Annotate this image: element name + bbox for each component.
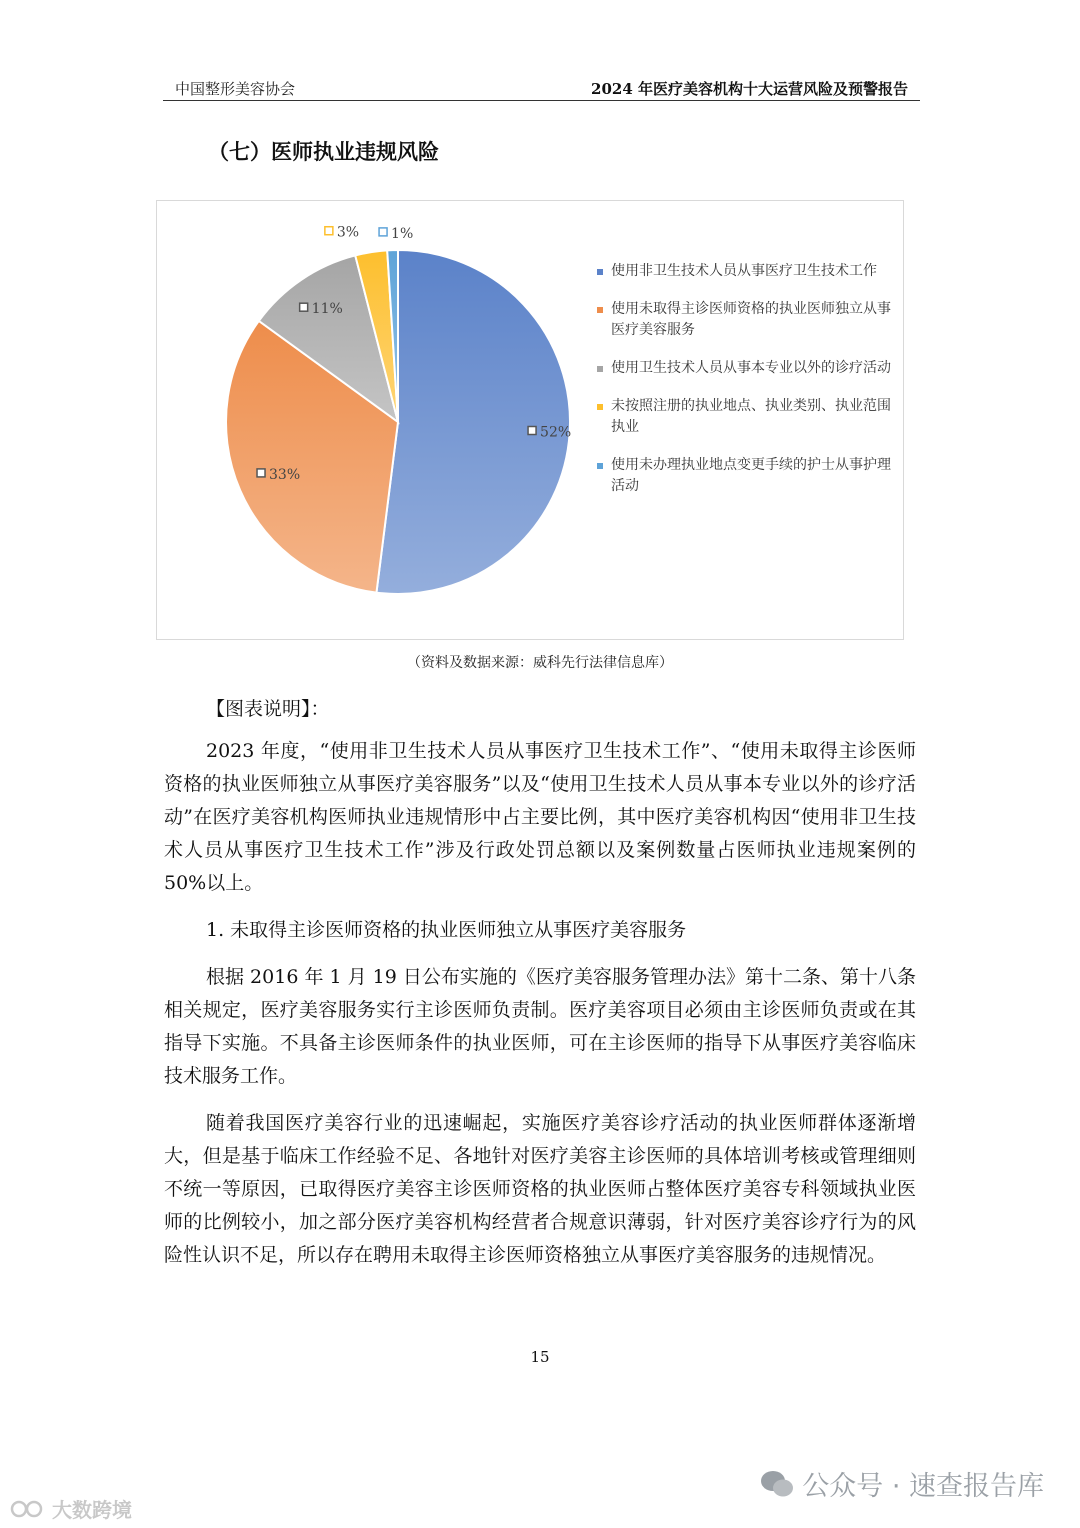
svg-text:3%: 3% [336,224,360,241]
legend-item-2 [597,299,897,341]
data-source-caption: （资料及数据来源：威科先行法律信息库） [407,655,673,671]
watermark-wechat [760,1464,1044,1503]
legend-swatch-4 [597,404,603,410]
legend-label-2: 使用未取得主诊医师资格的执业医师独立从事医疗美容服务 [611,301,891,338]
legend-swatch-1 [597,269,603,275]
pie-slice-1 [376,250,570,594]
legend-label-5: 使用未办理执业地点变更手续的护士从事护理活动 [611,457,891,494]
section-title: （七）医师执业违规风险 [208,140,439,164]
watermark-brand-text: 大数跨境 [52,1498,132,1522]
chart-note-label: 【图表说明】： [206,698,330,720]
subheading-1: 1. 未取得主诊医师资格的执业医师独立从事医疗美容服务 [206,919,687,941]
pie-chart [157,201,587,639]
legend-label-3: 使用卫生技术人员从事本专业以外的诊疗活动 [611,360,891,376]
paragraph-3: 随着我国医疗美容行业的迅速崛起，实施医疗美容诊疗活动的执业医师群体逐渐增大，但是基于临床工作经验不足、各地针对医疗美容主诊医师的具体培训考核或管理细则不统一等原因，已取得医疗美容主诊医师资格的执业医师占整体医疗美容专科领域执业医师的比例较小，加之部分医疗美容机构经营者合规意识薄弱，针对医疗美容诊疗行为的风险性认识不足，所以存在聘用未取得主诊医师资格独立从事医疗美容服务的违规情况。 [164,1112,916,1266]
pie-data-label-4 [325,225,359,241]
svg-text:11%: 11% [311,301,343,318]
pie-data-label-5 [379,226,413,242]
legend-label-1: 使用非卫生技术人员从事医疗卫生技术工作 [611,263,877,279]
header-divider [163,100,920,101]
paragraph-2: 根据 2016 年 1 月 19 日公布实施的《医疗美容服务管理办法》第十二条、第十八条相关规定，医疗美容服务实行主诊医师负责制。医疗美容项目必须由主诊医师负责或在其指导下实施。不具备主诊医师条件的执业医师，可在主诊医师的指导下从事医疗美容临床技术服务工作。 [164,966,916,1087]
legend-item-3 [597,358,897,379]
body-text [164,693,916,1272]
legend-item-5 [597,455,897,497]
wechat-icon [760,1469,794,1499]
svg-text:1%: 1% [391,225,414,242]
svg-text:52%: 52% [540,424,572,441]
paragraph-1: 2023 年度，“使用非卫生技术人员从事医疗卫生技术工作”、“使用未取得主诊医师资格的执业医师独立从事医疗美容服务”以及“使用卫生技术人员从事本专业以外的诊疗活动”在医疗美容机构医师执业违规情形中占主要比例，其中医疗美容机构因“使用非卫生技术人员从事医疗卫生技术工作”涉及行政处罚总额以及案例数量占医师执业违规案例的 50%以上。 [164,740,916,894]
pie-chart-frame [156,200,904,640]
watermark-wechat-text: 公众号 · 速查报告库 [802,1471,1044,1502]
legend-swatch-3 [597,366,603,372]
svg-text:33%: 33% [269,466,301,483]
legend-swatch-2 [597,307,603,313]
page-number: 15 [530,1348,550,1366]
legend-label-4: 未按照注册的执业地点、执业类别、执业范围执业 [611,398,891,435]
legend-swatch-5 [597,463,603,469]
watermark-logo [10,1494,132,1523]
header-report-title: 2024 年医疗美容机构十大运营风险及预警报告 [591,80,908,98]
legend-item-1 [597,261,897,282]
header-org: 中国整形美容协会 [175,80,296,98]
legend-item-4 [597,396,897,438]
chart-legend [597,261,897,497]
brand-logo-icon [10,1498,46,1520]
